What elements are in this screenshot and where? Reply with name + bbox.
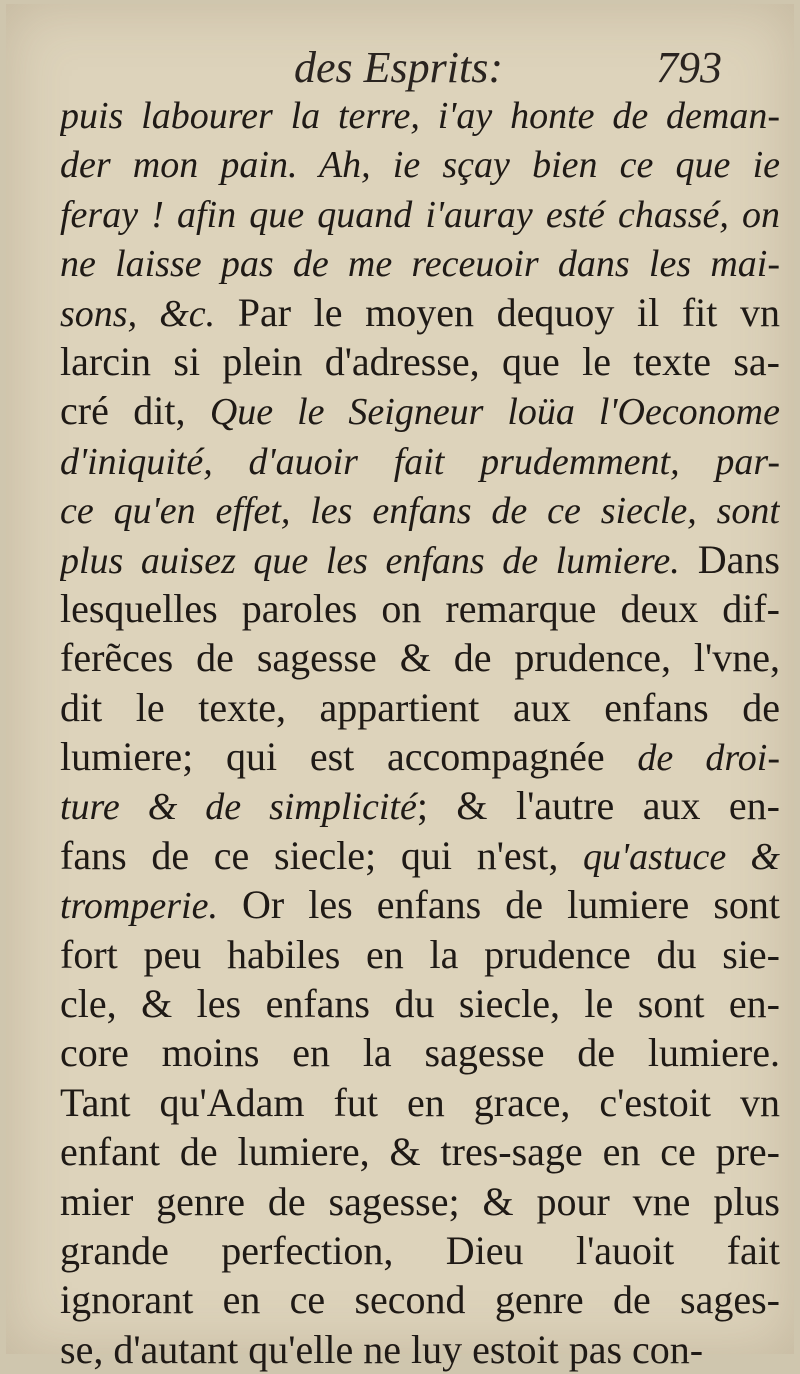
text-line	[60, 930, 780, 979]
roman-text: grande perfection, Dieu l'auoit fait	[60, 1227, 780, 1273]
text-line	[60, 584, 780, 633]
roman-text: Or les enfans de lumiere sont	[217, 882, 780, 928]
italic-text: plus auisez que les enfans de lumiere.	[60, 539, 680, 582]
text-line	[60, 337, 780, 386]
text-line	[60, 633, 780, 682]
italic-text: Que le Seigneur loüa l'Oeconome	[209, 391, 780, 434]
italic-text: feray ! afin que quand i'auray esté chassé, on	[60, 193, 780, 236]
italic-text: sons, &c.	[60, 292, 216, 335]
text-line	[60, 1177, 780, 1226]
italic-text: ture & de simplicité	[60, 786, 417, 829]
roman-text: fort peu habiles en la prudence du sie-	[60, 931, 780, 977]
roman-text: Tant qu'Adam fut en grace, c'estoit vn	[60, 1079, 780, 1125]
page-number: 793	[656, 43, 722, 92]
text-line	[60, 238, 780, 287]
italic-text: qu'astuce &	[583, 835, 780, 878]
roman-text: Dans	[679, 536, 780, 582]
text-line	[60, 1325, 780, 1374]
text-line	[60, 831, 780, 880]
book-page	[6, 4, 794, 1372]
roman-text: core moins en la sagesse de lumiere.	[60, 1030, 780, 1076]
roman-text: ignorant en ce second genre de sages-	[60, 1277, 780, 1323]
italic-text: tromperie.	[60, 885, 218, 928]
text-line	[60, 288, 780, 337]
italic-text: puis labourer la terre, i'ay honte de deman-	[60, 95, 780, 137]
text-line	[60, 90, 780, 139]
text-line	[60, 139, 780, 188]
roman-text: se, d'autant qu'elle ne luy estoit pas con-	[60, 1326, 704, 1372]
italic-text: d'iniquité, d'auoir fait prudemment, par-	[60, 440, 780, 483]
roman-text: lesquelles paroles on remarque deux dif-	[60, 585, 780, 631]
italic-text: ne laisse pas de me receuoir dans les mai-	[60, 243, 780, 286]
text-line	[60, 880, 780, 929]
text-line	[60, 386, 780, 435]
roman-text: larcin si plein d'adresse, que le texte sa-	[60, 338, 780, 384]
italic-text: de droi-	[637, 737, 780, 780]
text-line	[60, 979, 780, 1028]
text-line	[60, 1028, 780, 1077]
running-head: des Esprits:	[294, 43, 503, 92]
roman-text: dit le texte, appartient aux enfans de	[60, 684, 780, 730]
roman-text: cle, & les enfans du siecle, le sont en-	[60, 981, 780, 1027]
text-line	[60, 1275, 780, 1324]
roman-text: fans de ce siecle; qui n'est,	[60, 832, 584, 878]
roman-text: enfant de lumiere, & tres-sage en ce pre-	[60, 1129, 780, 1175]
roman-text: Par le moyen dequoy il fit vn	[215, 289, 780, 335]
text-line	[60, 1226, 780, 1275]
text-line	[60, 683, 780, 732]
italic-text: der mon pain. Ah, ie sçay bien ce que ie	[60, 144, 780, 187]
text-line	[60, 732, 780, 781]
roman-text: cré dit,	[60, 388, 210, 434]
italic-text: ce qu'en effet, les enfans de ce siecle, sont	[60, 490, 780, 533]
text-line	[60, 436, 780, 485]
text-line	[60, 485, 780, 534]
text-line	[60, 781, 780, 830]
roman-text: lumiere; qui est accompagnée	[60, 734, 638, 780]
roman-text: ; & l'autre aux en-	[416, 783, 780, 829]
body-text	[60, 90, 780, 1374]
roman-text: mier genre de sagesse; & pour vne plus	[60, 1178, 780, 1224]
text-line	[60, 1127, 780, 1176]
roman-text: ferẽces de sagesse & de prudence, l'vne,	[60, 635, 780, 681]
text-line	[60, 189, 780, 238]
text-line	[60, 535, 780, 584]
text-line	[60, 1078, 780, 1127]
